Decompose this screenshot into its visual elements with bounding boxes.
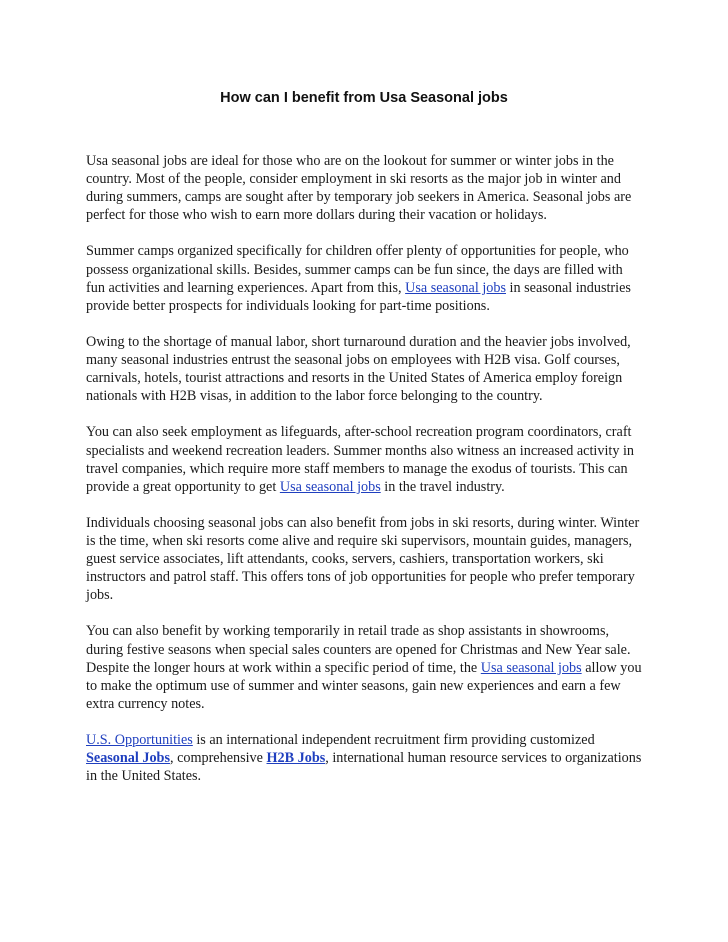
seasonal-jobs-link[interactable]: Seasonal Jobs — [86, 750, 170, 767]
paragraph-text: , international human resource services to organizations in the United States. — [86, 750, 642, 785]
paragraph-1 — [86, 152, 642, 224]
h2b-jobs-link[interactable]: H2B Jobs — [266, 750, 326, 767]
paragraph-4 — [86, 423, 642, 495]
paragraph-text: in the travel industry. — [380, 478, 505, 495]
usa-seasonal-jobs-link[interactable]: Usa seasonal jobs — [480, 659, 582, 676]
paragraph-text: Summer camps organized specifically for children offer plenty of opportunities for people, who possess organizational skills. Besides, summer camps can be fun since, the days are filled with fun activities and learning experiences. Apart from this, — [86, 243, 629, 296]
paragraph-3 — [86, 333, 642, 405]
paragraph-text: , comprehensive — [169, 750, 267, 767]
us-opportunities-link[interactable]: U.S. Opportunities — [86, 732, 193, 748]
document-body — [86, 152, 642, 803]
paragraph-text: Individuals choosing seasonal jobs can also benefit from jobs in ski resorts, during winter. Winter is the time, when ski resorts come alive and require ski supervisors, mountain guides, managers, guest service associates, lift attendants, cooks, servers, cashiers, transportation workers, ski instructors and patrol staff. This offers tons of job opportunities for people who prefer temporary jobs. — [86, 514, 640, 604]
closing-paragraph — [86, 731, 642, 785]
paragraph-text: is an international independent recruitment firm providing customized — [192, 732, 595, 748]
paragraph-5 — [86, 514, 642, 604]
usa-seasonal-jobs-link[interactable]: Usa seasonal jobs — [405, 279, 506, 296]
paragraph-text: in seasonal industries provide better prospects for individuals looking for part-time positions. — [86, 279, 631, 314]
paragraph-text: You can also benefit by working temporarily in retail trade as shop assistants in showrooms, during festive seasons when special sales counters are opened for Christmas and New Year sale. Despite the longer hours at work within a specific period of time, the — [86, 623, 631, 676]
paragraph-2 — [86, 242, 642, 314]
document-title: How can I benefit from Usa Seasonal jobs — [220, 90, 508, 106]
paragraph-6 — [86, 622, 642, 712]
paragraph-text: You can also seek employment as lifeguards, after-school recreation program coordinators, craft specialists and weekend recreation leaders. Summer months also witness an increased activity in travel companies, which require more staff members to manage the exodus of tourists. This can provide a great opportunity to get — [86, 424, 635, 495]
usa-seasonal-jobs-link[interactable]: Usa seasonal jobs — [279, 478, 381, 495]
paragraph-text: Usa seasonal jobs are ideal for those who are on the lookout for summer or winter jobs in the country. Most of the people, consider employment in ski resorts as the major job in winter and during summers, camps are sought after by temporary job seekers in America. Seasonal jobs are perfect for those who wish to earn more dollars during their vacation or holidays. — [86, 153, 632, 224]
paragraph-text: Owing to the shortage of manual labor, short turnaround duration and the heavier jobs involved, many seasonal industries entrust the seasonal jobs on employees with H2B visa. Golf courses, carnivals, hotels, tourist attractions and resorts in the United States of America employ foreign nationals with H2B visas, in addition to the labor force belonging to the country. — [86, 333, 631, 405]
paragraph-text: allow you to make the optimum use of summer and winter seasons, gain new experiences and earn a few extra currency notes. — [86, 659, 642, 712]
